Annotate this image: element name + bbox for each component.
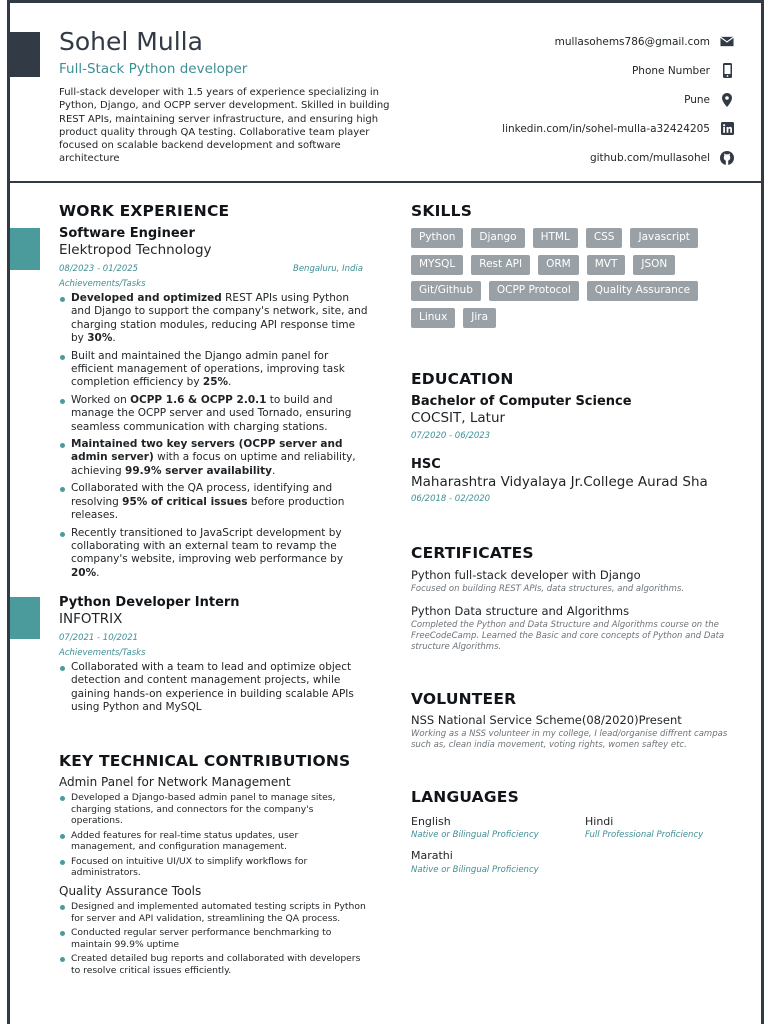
certificate-description: Focused on building REST APIs, data structures, and algorithms.	[411, 584, 685, 594]
skill-chip: JSON	[633, 255, 675, 275]
language-name: Marathi	[411, 849, 453, 862]
list-item: Maintained two key servers (OCPP server and admin server) with a focus on uptime and reliability, achieving 99.9% server availability.	[59, 438, 369, 478]
list-item: Added features for real-time status updates, user management, and configuration management.	[59, 830, 359, 853]
contact-location-text: Pune	[684, 93, 710, 106]
education-dates: 07/2020 - 06/2023	[411, 431, 491, 441]
job-bullets	[59, 661, 359, 719]
contact-phone-text: Phone Number	[631, 64, 710, 77]
job-title: Python Developer Intern	[59, 595, 240, 610]
contact-linkedin[interactable]	[434, 114, 734, 143]
contact-location	[434, 85, 734, 114]
contribution-title: Quality Assurance Tools	[59, 884, 202, 898]
job-company: Elektropod Technology	[59, 242, 212, 258]
work-experience-heading: WORK EXPERIENCE	[59, 202, 230, 220]
list-item: Recently transitioned to JavaScript development by collaborating with an external team to revamp the company's website, improving web performance by 20%.	[59, 527, 369, 581]
header-divider	[7, 181, 764, 183]
skill-chip: Git/Github	[411, 281, 481, 301]
skill-chip: Jira	[463, 308, 496, 328]
contact-email[interactable]	[434, 27, 734, 56]
skill-chip: CSS	[586, 228, 623, 248]
certificate-description: Completed the Python and Data Structure and Algorithms course on the FreeCodeCamp. Learned the Basic and core concepts of Python and Data structure Algorithms.	[411, 620, 725, 652]
skill-chip: Django	[471, 228, 524, 248]
profile-summary: Full-stack developer with 1.5 years of experience specializing in Python, Django, and OCPP server development. Skilled in building REST APIs, maintaining server infrastructure, and ensuring high product quality through QA testing. Collaborative team player focused on scalable backend development and software architecture	[59, 87, 390, 165]
language-name: English	[411, 815, 451, 828]
certificate-title: Python Data structure and Algorithms	[411, 604, 630, 618]
job-tasks-label: Achievements/Tasks	[59, 648, 146, 658]
skill-chip: OCPP Protocol	[489, 281, 579, 301]
skill-chip: Javascript	[630, 228, 697, 248]
list-item: Built and maintained the Django admin panel for efficient management of operations, improving task completion efficiency by 25%.	[59, 350, 369, 390]
volunteer-role: NSS National Service Scheme(08/2020)Present	[411, 713, 682, 727]
language-level: Full Professional Proficiency	[585, 830, 704, 840]
linkedin-icon	[720, 122, 734, 136]
list-item: Conducted regular server performance benchmarking to maintain 99.9% uptime	[59, 927, 369, 950]
frame-right-border	[761, 0, 764, 1024]
language-level: Native or Bilingual Proficiency	[411, 865, 539, 875]
job-dates: 08/2023 - 01/2025	[59, 264, 139, 274]
frame-left-border	[7, 0, 10, 1024]
job-company: INFOTRIX	[59, 611, 123, 627]
volunteer-description: Working as a NSS volunteer in my college, I lead/organise diffrent campas such as, clean india movement, voting rights, women saftey etc.	[411, 729, 728, 750]
skills-heading: SKILLS	[411, 202, 473, 220]
skill-chip: Rest API	[471, 255, 530, 275]
language-name: Hindi	[585, 815, 614, 828]
list-item: Collaborated with the QA process, identifying and resolving 95% of critical issues before production releases.	[59, 482, 369, 522]
language-level: Native or Bilingual Proficiency	[411, 830, 539, 840]
candidate-role: Full-Stack Python developer	[59, 61, 248, 77]
phone-icon	[720, 64, 734, 78]
skill-chip: HTML	[533, 228, 578, 248]
contributions-heading: KEY TECHNICAL CONTRIBUTIONS	[59, 752, 351, 770]
list-item: Collaborated with a team to lead and optimize object detection and content management projects, while gaining hands-on experience in building scalable APIs using Python and MySQL	[59, 661, 359, 715]
education-institution: Maharashtra Vidyalaya Jr.College Aurad Sha	[411, 474, 708, 490]
job-bullets	[59, 292, 369, 584]
candidate-name: Sohel Mulla	[59, 27, 203, 56]
job-location: Bengaluru, India	[293, 264, 363, 274]
contribution-title: Admin Panel for Network Management	[59, 775, 291, 789]
certificate-title: Python full-stack developer with Django	[411, 568, 641, 582]
job-tasks-label: Achievements/Tasks	[59, 279, 146, 289]
job-accent-block	[10, 228, 40, 270]
contact-phone	[434, 56, 734, 85]
skill-chip: MYSQL	[411, 255, 463, 275]
list-item: Developed and optimized REST APIs using Python and Django to support the company's network, site, and charging station modules, reducing API response time by 30%.	[59, 292, 369, 346]
list-item: Worked on OCPP 1.6 & OCPP 2.0.1 to build and manage the OCPP server and used Tornado, ensuring seamless communication with charging stations.	[59, 394, 369, 434]
list-item: Focused on intuitive UI/UX to simplify workflows for administrators.	[59, 856, 359, 879]
location-pin-icon	[720, 93, 734, 107]
contact-email-text[interactable]: mullasohems786@gmail.com	[554, 35, 710, 48]
education-dates: 06/2018 - 02/2020	[411, 494, 491, 504]
header-accent-block	[10, 32, 40, 77]
languages-heading: LANGUAGES	[411, 788, 519, 806]
skill-chip: MVT	[587, 255, 626, 275]
list-item: Designed and implemented automated testing scripts in Python for server and API validation, streamlining the QA process.	[59, 901, 369, 924]
job-dates: 07/2021 - 10/2021	[59, 633, 139, 643]
contribution-bullets	[59, 792, 359, 882]
contact-list	[434, 27, 734, 172]
skill-chip: Python	[411, 228, 463, 248]
skill-chip: ORM	[538, 255, 579, 275]
contact-github-text[interactable]: github.com/mullasohel	[589, 151, 710, 164]
education-institution: COCSIT, Latur	[411, 410, 506, 426]
skill-chip: Quality Assurance	[587, 281, 698, 301]
contribution-bullets	[59, 901, 369, 979]
job-title: Software Engineer	[59, 226, 195, 241]
contact-linkedin-text[interactable]: linkedin.com/in/sohel-mulla-a32424205	[502, 122, 710, 135]
education-degree: Bachelor of Computer Science	[411, 394, 632, 409]
skill-chip: Linux	[411, 308, 455, 328]
list-item: Developed a Django-based admin panel to manage sites, charging stations, and connectors for the company's operations.	[59, 792, 359, 827]
volunteer-heading: VOLUNTEER	[411, 690, 517, 708]
frame-top-border	[7, 0, 764, 3]
job-accent-block	[10, 597, 40, 639]
github-icon	[720, 151, 734, 165]
education-heading: EDUCATION	[411, 370, 514, 388]
envelope-icon	[720, 35, 734, 49]
skills-chip-list	[411, 228, 731, 334]
education-degree: HSC	[411, 457, 441, 472]
contact-github[interactable]	[434, 143, 734, 172]
certificates-heading: CERTIFICATES	[411, 544, 534, 562]
list-item: Created detailed bug reports and collaborated with developers to resolve critical issues efficiently.	[59, 953, 369, 976]
